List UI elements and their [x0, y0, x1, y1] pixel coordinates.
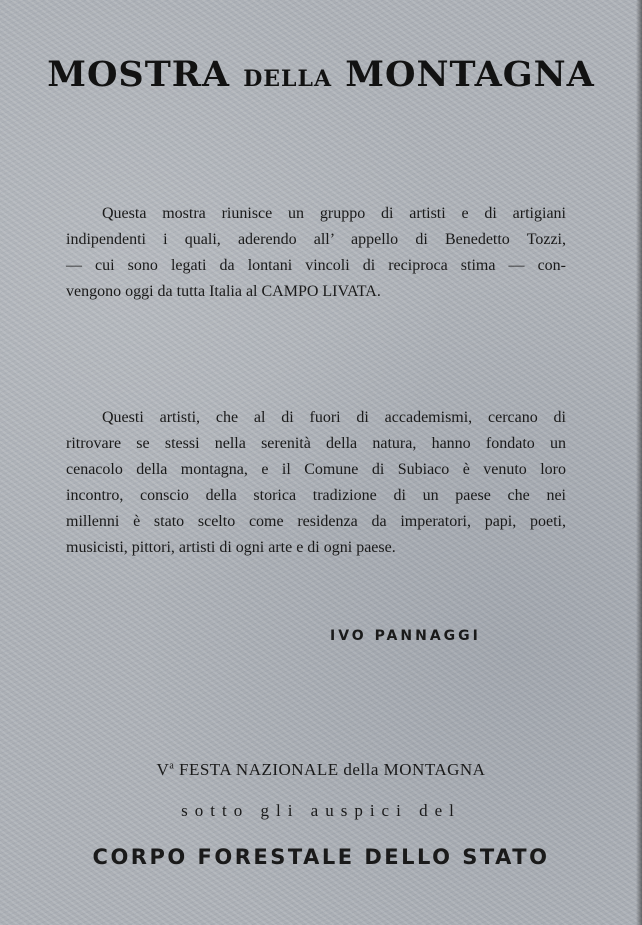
paragraph-line: Questa mostra riunisce un gruppo di artisti e di artigiani: [102, 205, 566, 222]
auspici-line: sotto gli auspici del: [181, 801, 461, 820]
title-word-della: DELLA: [243, 66, 333, 92]
paragraph-line: indipendenti i quali, aderendo all’ appello di Benedetto Tozzi,: [66, 231, 566, 248]
paragraph-line: Questi artisti, che al di fuori di accademismi, cercano di: [102, 409, 566, 426]
document-title: [0, 54, 642, 95]
paragraph-artists: [66, 405, 566, 561]
paragraph-intro: [66, 201, 566, 305]
paragraph-line: cenacolo della montagna, e il Comune di Subiaco è venuto loro: [66, 461, 566, 478]
paragraph-line: millenni è stato scelto come residenza da imperatori, papi, poeti,: [66, 513, 566, 530]
festa-heading: [0, 760, 642, 780]
title-word-mostra: MOSTRA: [47, 54, 230, 95]
paragraph-line: — cui sono legati da lontani vincoli di reciproca stima — con-: [66, 257, 566, 274]
title-word-montagna: MONTAGNA: [345, 54, 595, 95]
paragraph-line: musicisti, pittori, artisti di ogni arte e di ogni paese.: [66, 539, 396, 556]
festa-superscript: a: [169, 760, 175, 772]
paragraph-line: ritrovare se stessi nella serenità della natura, hanno fondato un: [66, 435, 566, 452]
corpo-forestale-heading: CORPO FORESTALE DELLO STATO: [92, 845, 550, 869]
paragraph-line: vengono oggi da tutta Italia al CAMPO LIVATA.: [66, 283, 381, 300]
paragraph-line: incontro, conscio della storica tradizione di un paese che nei: [66, 487, 566, 504]
author-signature: IVO PANNAGGI: [330, 628, 481, 644]
festa-text: FESTA NAZIONALE della MONTAGNA: [179, 760, 486, 779]
festa-numeral: V: [156, 760, 170, 779]
